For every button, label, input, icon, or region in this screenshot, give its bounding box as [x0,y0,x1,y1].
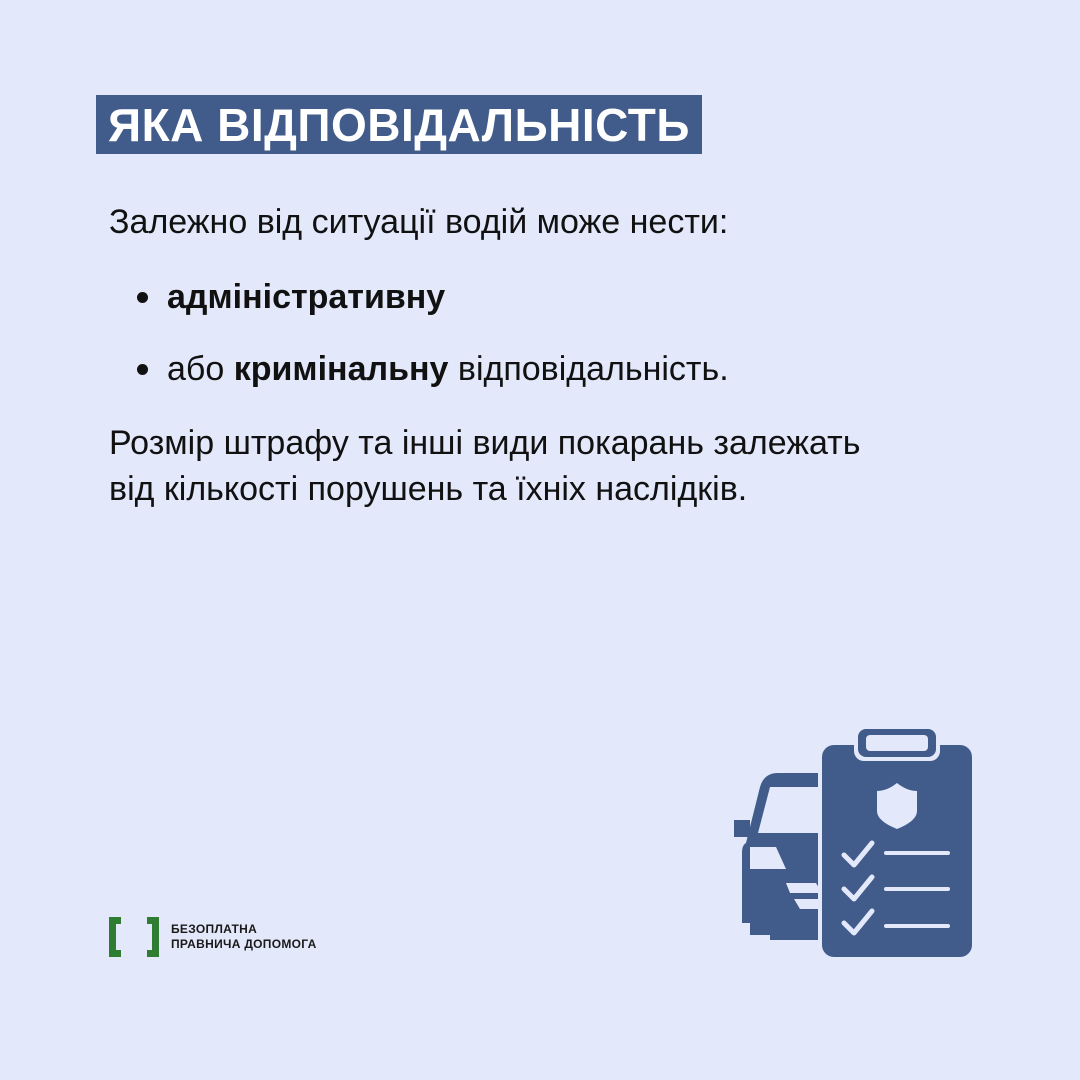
intro-text: Залежно від ситуації водій може нести: [109,203,729,241]
list-item-bold: кримінальну [233,350,449,388]
car-with-checklist-icon [730,725,975,960]
page-title: ЯКА ВІДПОВІДАЛЬНІСТЬ [108,98,690,151]
list-item-bold: адміністративну [167,278,446,316]
list-item [137,275,729,319]
title-banner [96,95,702,154]
bullet-icon [137,292,148,303]
brand-logo [107,915,317,959]
list-item-prefix: або [167,350,234,388]
list-item [137,347,729,391]
responsibility-list [137,275,729,419]
bullet-icon [137,364,148,375]
list-item-suffix: відповідальність. [448,350,729,388]
closing-text [109,420,860,512]
closing-line-1: Розмір штрафу та інші види покарань залежать [109,424,861,462]
logo-line-2: ПРАВНИЧА ДОПОМОГА [171,937,317,951]
logo-line-1: БЕЗОПЛАТНА [171,922,258,936]
closing-line-2: від кількості порушень та їхніх наслідків. [109,470,748,508]
logo-text [171,922,317,952]
brackets-logo-icon [107,915,161,959]
